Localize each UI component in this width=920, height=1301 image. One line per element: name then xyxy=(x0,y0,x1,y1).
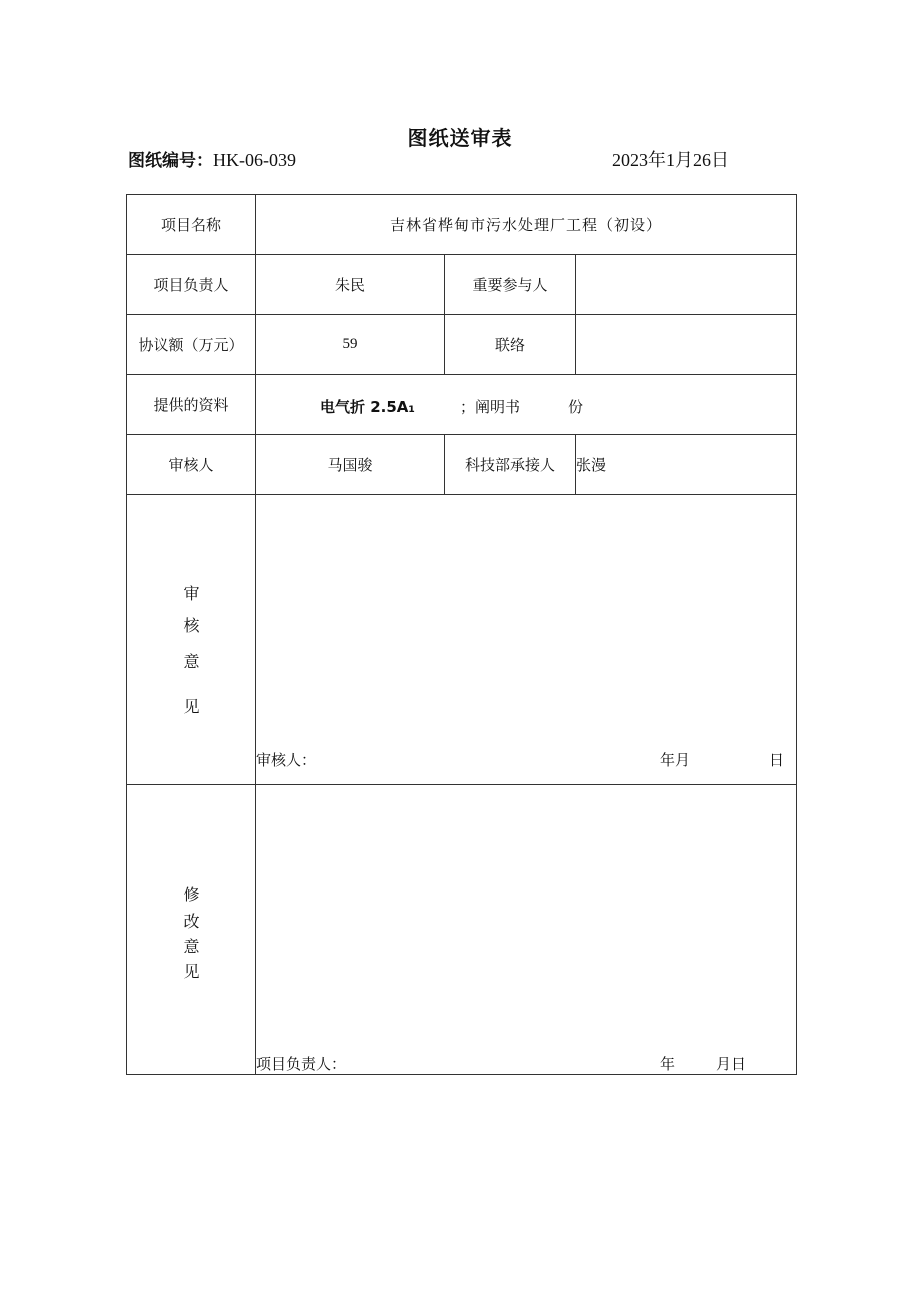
dept-receiver-label: 科技部承接人 xyxy=(445,435,576,495)
drawing-number-value: HK-06-039 xyxy=(213,150,296,170)
contact-label: 联络 xyxy=(445,315,576,375)
materials-copies: 份 xyxy=(568,398,584,416)
revision-label-char-1: 修 xyxy=(183,885,200,904)
revision-year: 年 xyxy=(660,1055,676,1073)
revision-label-char-3: 意 xyxy=(183,937,200,956)
reviewer-value: 马国骏 xyxy=(256,435,445,495)
project-leader-label: 项目负责人 xyxy=(127,255,256,315)
submission-date: 2023年1月26日 xyxy=(612,150,729,170)
agreement-label: 协议额（万元） xyxy=(127,315,256,375)
project-leader-value: 朱民 xyxy=(256,255,445,315)
revision-month-day: 月日 xyxy=(716,1055,747,1073)
project-name-label: 项目名称 xyxy=(127,195,256,255)
revision-label-char-2: 改 xyxy=(183,912,200,931)
project-leader-row xyxy=(127,255,797,315)
revision-opinion-row xyxy=(127,785,797,1075)
agreement-row xyxy=(127,315,797,375)
key-participant-value xyxy=(576,255,797,315)
review-opinion-area[interactable] xyxy=(256,495,797,785)
reviewer-label: 审核人 xyxy=(127,435,256,495)
reviewer-row xyxy=(127,435,797,495)
revision-label-char-4: 见 xyxy=(183,962,200,981)
page-title: 图纸送审表 xyxy=(407,126,513,150)
drawing-number xyxy=(128,146,296,171)
materials-description: ；阐明书 xyxy=(460,398,521,416)
drawing-number-label: 图纸编号： xyxy=(128,151,213,171)
dept-receiver-value: 张漫 xyxy=(576,435,797,495)
agreement-value: 59 xyxy=(256,315,445,375)
review-label-char-3: 意 xyxy=(183,652,200,671)
project-name-row xyxy=(127,195,797,255)
review-label-char-2: 核 xyxy=(183,616,200,635)
revision-opinion-label xyxy=(127,785,256,1075)
key-participant-label: 重要参与人 xyxy=(445,255,576,315)
materials-label: 提供的资料 xyxy=(127,375,256,435)
materials-electrical: 电气折 2.5A₁ xyxy=(320,398,415,416)
review-label-char-4: 见 xyxy=(183,697,200,716)
review-opinion-row xyxy=(127,495,797,785)
review-label-char-1: 审 xyxy=(183,584,200,603)
project-name-value: 吉林省桦甸市污水处理厂工程（初设） xyxy=(256,195,797,255)
materials-row xyxy=(127,375,797,435)
contact-value xyxy=(576,315,797,375)
review-signer-label: 审核人： xyxy=(256,751,317,769)
materials-value xyxy=(256,375,797,435)
review-form-table xyxy=(126,194,797,1075)
revision-opinion-area[interactable] xyxy=(256,785,797,1075)
revision-signer-label: 项目负责人： xyxy=(256,1055,347,1073)
review-year-month: 年月 xyxy=(660,751,691,769)
review-day: 日 xyxy=(769,751,785,769)
review-opinion-label xyxy=(127,495,256,785)
